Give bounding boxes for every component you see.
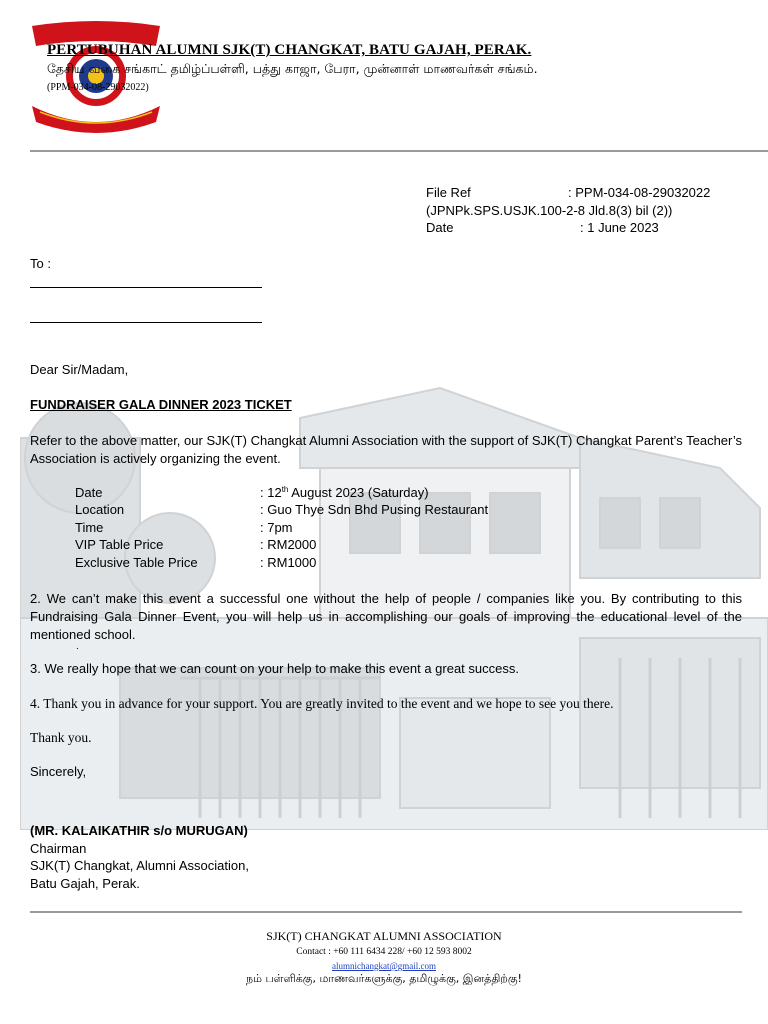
stray-dot: . bbox=[76, 641, 79, 652]
permit-reference: (JPNPk.SPS.USJK.100-2-8 Jld.8(3) bil (2)) bbox=[426, 203, 673, 218]
vip-price-label: VIP Table Price bbox=[75, 537, 164, 552]
footer-tamil-motto: நம் பள்ளிக்கு, மாணவர்களுக்கு, தமிழுக்கு, இனத்திற்கு! bbox=[246, 972, 522, 985]
event-date-label: Date bbox=[75, 485, 103, 500]
paragraph-2: 2. We can’t make this event a successful one without the help of people / companies like you. By contributing to this Fundraising Gala Dinner Event, you will help us in accomplishing our goals of improving the educational level of the mentioned school. bbox=[30, 591, 742, 642]
event-location-value: : Guo Thye Sdn Bhd Pusing Restaurant bbox=[260, 502, 489, 517]
to-label: To : bbox=[30, 256, 51, 271]
file-ref-value: : PPM-034-08-29032022 bbox=[568, 185, 711, 200]
address-line-2 bbox=[30, 322, 262, 323]
paragraph-4: 4. Thank you in advance for your support. You are greatly invited to the event and we hope to see you there. bbox=[30, 696, 614, 711]
signatory-location: Batu Gajah, Perak. bbox=[30, 876, 140, 891]
file-ref-label: File Ref bbox=[426, 185, 471, 200]
association-title: PERTUBUHAN ALUMNI SJK(T) CHANGKAT, BATU GAJAH, PERAK. bbox=[47, 42, 532, 58]
association-tamil-title: தேசிய வகை சங்காட் தமிழ்ப்பள்ளி, பத்து காஜா, பேரா, முன்னாள் மாணவர்கள் சங்கம். bbox=[47, 61, 538, 76]
exclusive-price-label: Exclusive Table Price bbox=[75, 555, 198, 570]
salutation: Dear Sir/Madam, bbox=[30, 362, 129, 377]
exclusive-price-value: : RM1000 bbox=[260, 555, 317, 570]
thank-you: Thank you. bbox=[30, 730, 92, 745]
date-value: : 1 June 2023 bbox=[580, 220, 659, 235]
footer-divider bbox=[30, 911, 742, 913]
registration-number: (PPM-034-08-29032022) bbox=[47, 82, 149, 93]
footer-email-link[interactable]: alumnichangkat@gmail.com bbox=[331, 961, 436, 971]
date-label: Date bbox=[426, 220, 454, 235]
event-location-label: Location bbox=[75, 502, 125, 517]
event-time-value: : 7pm bbox=[260, 520, 293, 535]
header-divider bbox=[30, 150, 768, 152]
address-line-1 bbox=[30, 287, 262, 288]
closing: Sincerely, bbox=[30, 764, 87, 779]
paragraph-3: 3. We really hope that we can count on your help to make this event a great success. bbox=[30, 661, 519, 676]
event-date-value: : 12th August 2023 (Saturday) bbox=[260, 485, 429, 500]
event-time-label: Time bbox=[75, 520, 104, 535]
vip-price-value: : RM2000 bbox=[260, 537, 317, 552]
intro-paragraph: Refer to the above matter, our SJK(T) Changkat Alumni Association with the support of SJK(T) Changkat Parent’s Teacher’s Association is actively organizing the event. bbox=[30, 433, 742, 466]
footer-contact: Contact : +60 111 6434 228/ +60 12 593 8002 bbox=[296, 947, 472, 957]
letter-subject: FUNDRAISER GALA DINNER 2023 TICKET bbox=[30, 397, 292, 412]
footer-organization: SJK(T) CHANGKAT ALUMNI ASSOCIATION bbox=[266, 929, 502, 943]
signatory-name: (MR. KALAIKATHIR s/o MURUGAN) bbox=[30, 823, 248, 838]
signatory-title: Chairman bbox=[30, 841, 87, 856]
signatory-organization: SJK(T) Changkat, Alumni Association, bbox=[30, 858, 249, 873]
